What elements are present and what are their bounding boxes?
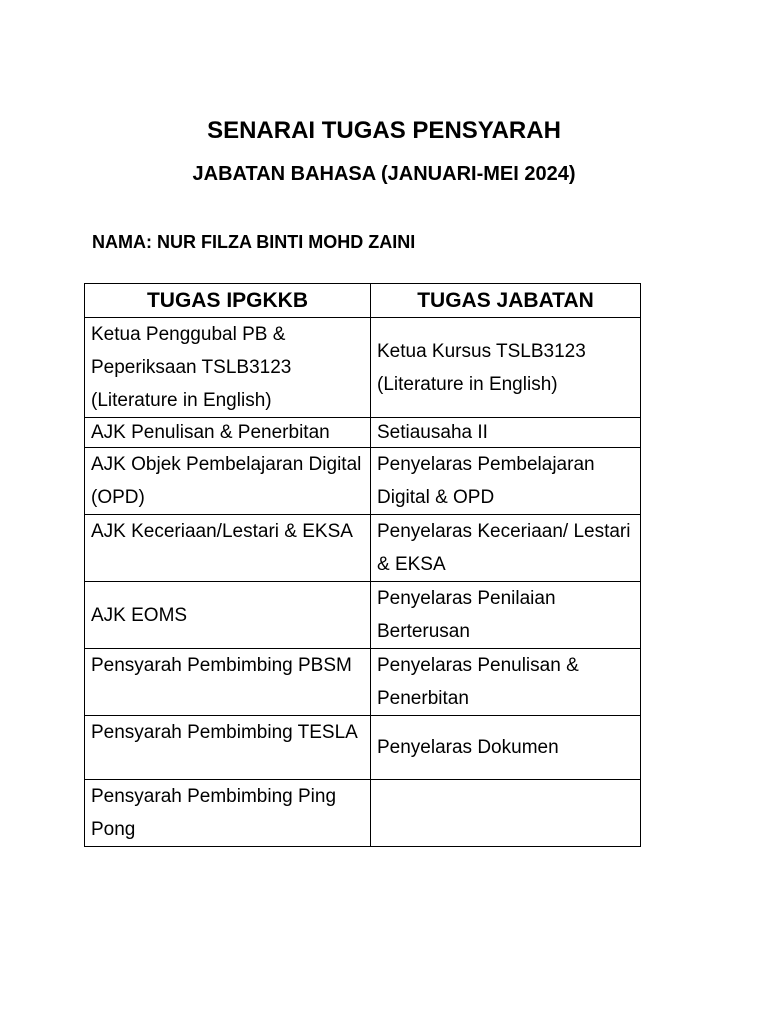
table-cell: Penyelaras Penulisan & Penerbitan [371,649,641,716]
table-cell: AJK Penulisan & Penerbitan [85,418,371,448]
page-title: SENARAI TUGAS PENSYARAH [207,117,561,144]
lecturer-name: NAMA: NUR FILZA BINTI MOHD ZAINI [92,232,416,252]
column-header-ipgkkb: TUGAS IPGKKB [85,284,371,318]
table-row [85,649,641,716]
table-cell: Pensyarah Pembimbing TESLA [85,716,371,780]
table-cell: AJK EOMS [85,582,371,649]
table-row [85,418,641,448]
column-header-jabatan: TUGAS JABATAN [371,284,641,318]
table-row [85,515,641,582]
table-row [85,582,641,649]
table-cell: Ketua Kursus TSLB3123 (Literature in English) [371,318,641,418]
page-subtitle: JABATAN BAHASA (JANUARI-MEI 2024) [192,163,576,185]
table-cell: Pensyarah Pembimbing PBSM [85,649,371,716]
duties-table [84,283,641,847]
table-cell: Penyelaras Keceriaan/ Lestari & EKSA [371,515,641,582]
table-cell: Penyelaras Dokumen [371,716,641,780]
table-cell: Pensyarah Pembimbing Ping Pong [85,780,371,847]
table-header-row [85,284,641,318]
table-row [85,716,641,780]
table-cell: Setiausaha II [371,418,641,448]
table-cell: Penyelaras Pembelajaran Digital & OPD [371,448,641,515]
table-cell: AJK Objek Pembelajaran Digital (OPD) [85,448,371,515]
table-row [85,448,641,515]
table-row [85,780,641,847]
table-cell: Ketua Penggubal PB & Peperiksaan TSLB3123 (Literature in English) [85,318,371,418]
table-cell: Penyelaras Penilaian Berterusan [371,582,641,649]
table-row [85,318,641,418]
table-cell [371,780,641,847]
table-cell: AJK Keceriaan/Lestari & EKSA [85,515,371,582]
